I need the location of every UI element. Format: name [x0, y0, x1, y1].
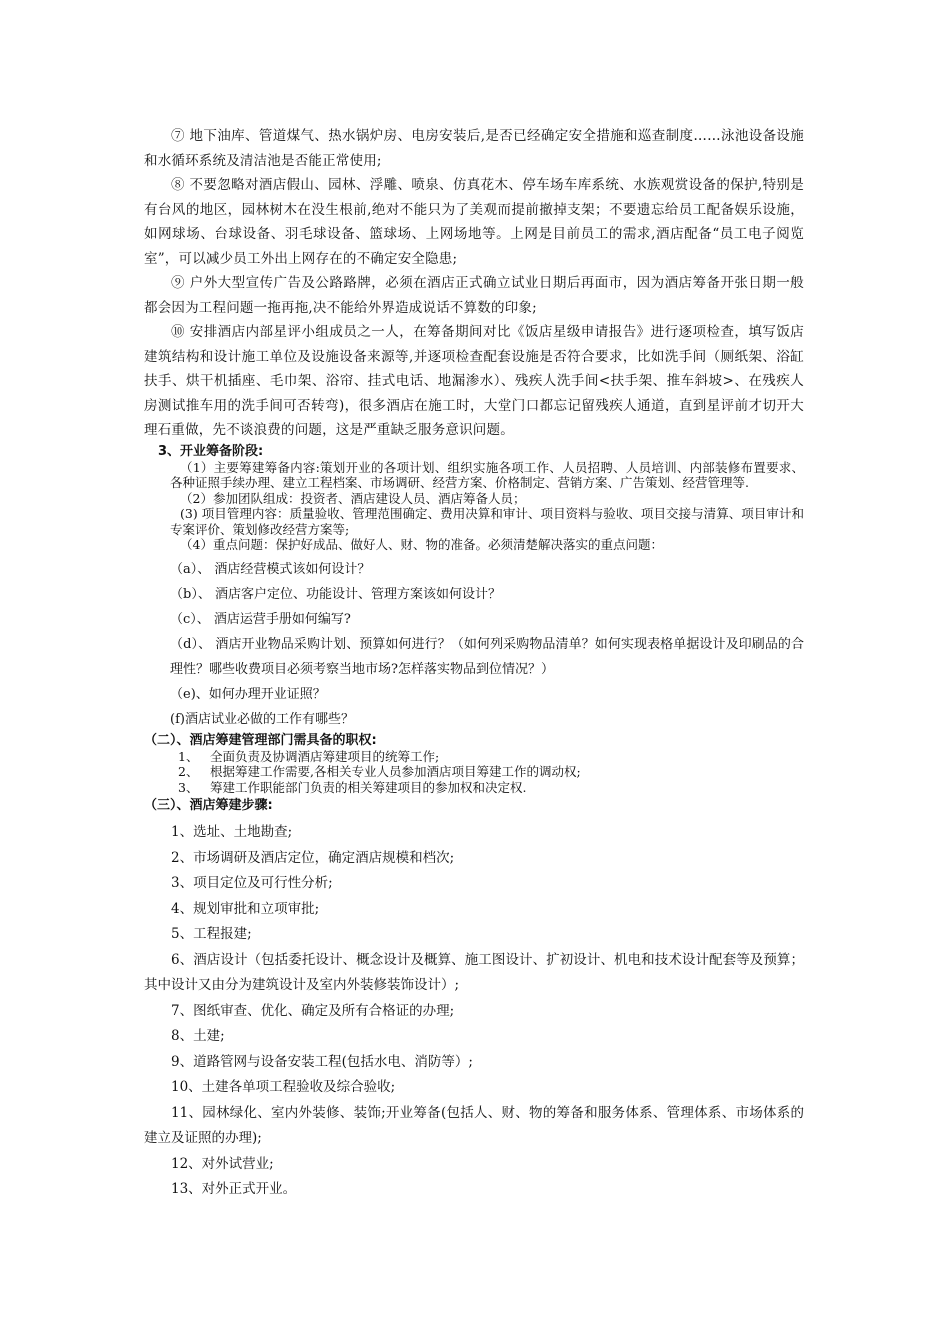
section-heading-authority: （二）、酒店筹建管理部门需具备的职权:	[144, 732, 377, 748]
question-f: (f)酒店试业必做的工作有哪些？	[170, 711, 354, 727]
question-d: （d）、 酒店开业物品采购计划、预算如何进行？（如何列采购物品清单？如何实现表格单据设计及印刷品的合理性？哪些收费项目必须考察当地市场?怎样落实物品到位情况？）	[170, 636, 804, 677]
authority-item-number: 2、	[178, 764, 199, 779]
authority-item-number: 1、	[178, 748, 199, 764]
authority-item	[144, 764, 804, 780]
step-item: 9、道路管网与设备安装工程(包括水电、消防等）;	[171, 1053, 473, 1070]
step-item: 10、土建各单项工程验收及综合验收;	[171, 1079, 396, 1095]
authority-item-text: 全面负责及协调酒店筹建项目的统筹工作;	[210, 748, 440, 764]
step-item: 12、对外试营业;	[171, 1155, 274, 1172]
step-item: 2、市场调研及酒店定位，确定酒店规模和档次;	[171, 849, 455, 866]
section-heading-steps: （三）、酒店筹建步骤:	[144, 798, 273, 813]
paragraph-item-10: ⑩ 安排酒店内部星评小组成员之一人，在筹备期间对比《饭店星级申请报告》进行逐项检查，填写饭店建筑结构和设计施工单位及设施设备来源等,并逐项检查配套设施是否符合要求，比如洗手间（厕纸架、浴缸扶手、烘干机插座、毛巾架、浴帘、挂式电话、地漏渗水）、残疾人洗手间<扶手架、推车斜坡>、在残疾人房测试推车用的洗手间可否转弯)，很多酒店在施工时，大堂门口都忘记留残疾人通道，直到星评前才切开大理石重做，先不谈浪费的问题，这是严重缺乏服务意识问题。	[144, 324, 804, 438]
step-item: 8、土建;	[171, 1028, 225, 1044]
section-heading-opening-prep: 3、开业筹备阶段:	[158, 443, 264, 459]
authority-item	[144, 749, 804, 765]
step-item: 11、园林绿化、室内外装修、装饰;开业筹备(包括人、财、物的筹备和服务体系、管理体系、市场体系的建立及证照的办理);	[144, 1104, 804, 1146]
step-item: 7、图纸审查、优化、确定及所有合格证的办理;	[171, 1002, 455, 1019]
prep-item-2: （2）参加团队组成：投资者、酒店建设人员、酒店筹备人员；	[180, 490, 526, 506]
question-a: （a）、 酒店经营模式该如何设计？	[170, 561, 371, 577]
document-body	[144, 124, 804, 1203]
authority-item-text: 筹建工作职能部门负责的相关筹建项目的参加权和决定权.	[210, 779, 527, 795]
prep-item-3: (3) 项目管理内容：质量验收、管理范围确定、费用决算和审计、项目资料与验收、项目交接与清算、项目审计和专案评价、策划修改经营方案等;	[170, 506, 804, 537]
step-item: 5、工程报建;	[171, 926, 252, 942]
authority-item-number: 3、	[178, 779, 199, 795]
paragraph-item-8: ⑧ 不要忽略对酒店假山、园林、浮雕、喷泉、仿真花木、停车场车库系统、水族观赏设备的保护,特别是有台风的地区，园林树木在没生根前,绝对不能只为了美观而提前撤掉支架；不要遗忘给员工配备娱乐设施，如网球场、台球设备、羽毛球设备、篮球场、上网场地等。上网是目前员工的需求,酒店配备“员工电子阅览室”，可以减少员工外出上网存在的不确定安全隐患;	[144, 177, 804, 267]
step-item: 4、规划审批和立项审批;	[171, 900, 320, 917]
step-item: 3、项目定位及可行性分析;	[171, 875, 333, 891]
prep-item-1: （1）主要筹建筹备内容:策划开业的各项计划、组织实施各项工作、人员招聘、人员培训、内部装修布置要求、各种证照手续办理、建立工程档案、市场调研、经营方案、价格制定、营销方案、广告策划、经营管理等.	[170, 459, 804, 490]
prep-item-4: （4）重点问题：保护好成品、做好人、财、物的准备。必须清楚解决落实的重点问题：	[180, 537, 663, 552]
step-item: 1、选址、土地勘查;	[171, 824, 293, 840]
authority-item	[144, 780, 804, 796]
step-item: 6、酒店设计（包括委托设计、概念设计及概算、施工图设计、扩初设计、机电和技术设计配套等及预算；其中设计又由分为建筑设计及室内外装修装饰设计）;	[144, 951, 804, 993]
question-c: （c）、 酒店运营手册如何编写?	[170, 611, 351, 627]
authority-item-text: 根据筹建工作需要,各相关专业人员参加酒店项目筹建工作的调动权;	[210, 764, 581, 779]
step-item: 13、对外正式开业。	[171, 1181, 297, 1197]
paragraph-item-7: ⑦ 地下油库、管道煤气、热水锅炉房、电房安装后,是否已经确定安全措施和巡查制度……泳池设备设施和水循环系统及清洁池是否能正常使用;	[144, 128, 804, 169]
question-e: （e)、如何办理开业证照？	[170, 686, 326, 702]
question-b: （b）、 酒店客户定位、功能设计、管理方案该如何设计？	[170, 586, 501, 602]
paragraph-item-9: ⑨ 户外大型宣传广告及公路路牌，必须在酒店正式确立试业日期后再面市，因为酒店筹备开张日期一般都会因为工程问题一拖再拖,决不能给外界造成说话不算数的印象;	[144, 275, 804, 316]
